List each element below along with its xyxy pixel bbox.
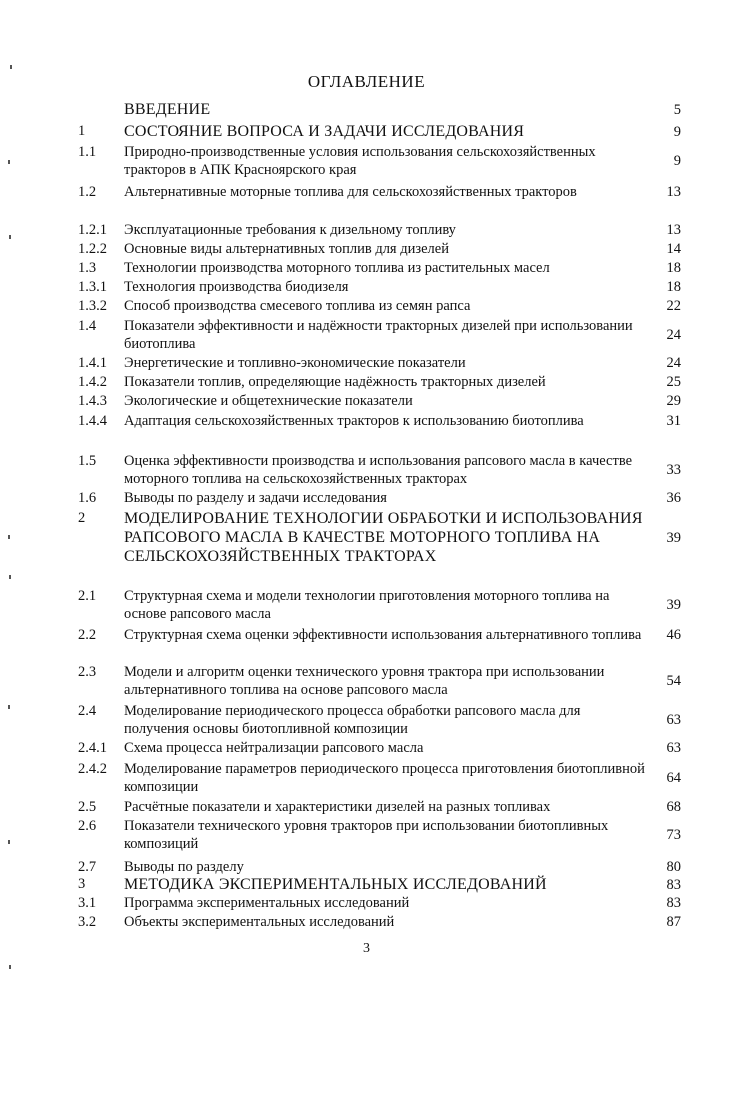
toc-entry-number: 1.4: [78, 318, 97, 334]
toc-entry-number: 1.6: [78, 490, 97, 506]
toc-entry-page: 73: [666, 827, 681, 843]
toc-entry-number: 1.4.2: [78, 374, 107, 390]
toc-entry-page: 9: [673, 153, 681, 169]
toc-entry-page: 68: [666, 799, 681, 815]
toc-entry-number: 1.5: [78, 453, 97, 469]
toc-entry-title: Объекты экспериментальных исследований: [124, 914, 395, 930]
toc-entry-title: Программа экспериментальных исследований: [124, 895, 410, 911]
toc-entry-page: 83: [666, 895, 681, 911]
scan-speck: [8, 840, 10, 844]
toc-entry-page: 80: [666, 859, 681, 875]
toc-entry-title: Структурная схема и модели технологии приготовления моторного топлива на основе рапсового масла: [124, 588, 610, 622]
toc-entry-page: 14: [666, 241, 681, 257]
toc-entry-page: 31: [666, 413, 681, 429]
toc-entry-page: 9: [673, 123, 681, 140]
toc-entry-page: 24: [666, 327, 681, 343]
toc-entry-page: 83: [666, 876, 681, 893]
toc-entry-title: МЕТОДИКА ЭКСПЕРИМЕНТАЛЬНЫХ ИССЛЕДОВАНИЙ: [124, 876, 547, 893]
toc-entry-title: Способ производства смесевого топлива из семян рапса: [124, 298, 471, 314]
toc-entry-page: 18: [666, 279, 681, 295]
toc-entry-page: 29: [666, 393, 681, 409]
toc-entry-number: 1.3.1: [78, 279, 107, 295]
toc-entry-number: 2.6: [78, 818, 97, 834]
toc-entry-title: Адаптация сельскохозяйственных тракторов к использованию биотоплива: [124, 413, 584, 429]
toc-entry-number: 2.5: [78, 799, 97, 815]
toc-entry-page: 22: [666, 298, 681, 314]
toc-entry-page: 39: [666, 597, 681, 613]
toc-entry-title: Альтернативные моторные топлива для сельскохозяйственных тракторов: [124, 184, 577, 200]
toc-entry-number: 2: [78, 510, 86, 526]
toc-entry-number: 3: [78, 876, 86, 892]
toc-entry-title: Технологии производства моторного топлива из растительных масел: [124, 260, 550, 276]
toc-entry-page: 64: [666, 770, 681, 786]
toc-entry-number: 1.2.2: [78, 241, 107, 257]
toc-entry-title: Структурная схема оценки эффективности использования альтернативного топлива: [124, 627, 642, 643]
toc-entry-title: Моделирование периодического процесса обработки рапсового масла для получения основы биотопливной композиции: [124, 703, 581, 737]
toc-entry-page: 63: [666, 712, 681, 728]
toc-entry-number: 1: [78, 123, 86, 139]
table-of-contents: [0, 100, 733, 940]
toc-entry-title: Эксплуатационные требования к дизельному топливу: [124, 222, 456, 238]
toc-entry-number: 1.4.4: [78, 413, 107, 429]
toc-entry-title: ВВЕДЕНИЕ: [124, 101, 211, 118]
toc-entry-title: Схема процесса нейтрализации рапсового масла: [124, 740, 424, 756]
toc-entry-number: 2.4: [78, 703, 97, 719]
toc-entry-page: 18: [666, 260, 681, 276]
toc-entry-page: 25: [666, 374, 681, 390]
toc-entry-number: 1.3: [78, 260, 97, 276]
toc-entry-page: 46: [666, 627, 681, 643]
toc-entry-title: Моделирование параметров периодического процесса приготовления биотопливной композиции: [124, 761, 645, 795]
toc-entry-number: 2.3: [78, 664, 97, 680]
scan-speck: [8, 535, 10, 539]
toc-entry-number: 3.2: [78, 914, 97, 930]
toc-entry-number: 1.2.1: [78, 222, 107, 238]
scan-speck: [8, 705, 10, 709]
toc-entry-number: 1.4.3: [78, 393, 107, 409]
toc-entry-number: 3.1: [78, 895, 97, 911]
toc-entry-number: 1.3.2: [78, 298, 107, 314]
toc-entry-page: 39: [666, 529, 681, 546]
toc-entry-title: Оценка эффективности производства и использования рапсового масла в качестве моторного топлива на сельскохозяйственных тракторах: [124, 453, 633, 487]
scan-speck: [8, 160, 10, 164]
toc-entry-number: 1.4.1: [78, 355, 107, 371]
toc-entry-page: 13: [666, 184, 681, 200]
scan-speck: [9, 575, 11, 579]
toc-entry-number: 2.4.2: [78, 761, 107, 777]
toc-entry-number: 2.1: [78, 588, 97, 604]
page-title: ОГЛАВЛЕНИЕ: [307, 72, 426, 91]
toc-entry-number: 2.7: [78, 859, 97, 875]
toc-entry-title: Модели и алгоритм оценки технического уровня трактора при использовании альтернативного топлива на основе рапсового масла: [124, 664, 605, 698]
scan-speck: [9, 235, 11, 239]
toc-entry-page: 54: [666, 673, 681, 689]
toc-entry-title: Расчётные показатели и характеристики дизелей на разных топливах: [124, 799, 551, 815]
toc-entry-title: МОДЕЛИРОВАНИЕ ТЕХНОЛОГИИ ОБРАБОТКИ И ИСПОЛЬЗОВАНИЯ РАПСОВОГО МАСЛА В КАЧЕСТВЕ МОТОРНОГО ТОПЛИВА НА СЕЛЬСКОХОЗЯЙСТВЕННЫХ ТРАКТОРАХ: [124, 510, 643, 565]
toc-entry-page: 5: [673, 101, 681, 118]
toc-entry-title: Экологические и общетехнические показатели: [124, 393, 413, 409]
toc-entry-number: 1.2: [78, 184, 97, 200]
toc-entry-title: Энергетические и топливно-экономические показатели: [124, 355, 466, 371]
toc-entry-title: Основные виды альтернативных топлив для дизелей: [124, 241, 449, 257]
scan-speck: [10, 65, 12, 69]
toc-entry-page: 24: [666, 355, 681, 371]
toc-entry-page: 33: [666, 462, 681, 478]
toc-entry-title: Природно-производственные условия использования сельскохозяйственных тракторов в АПК Красноярского края: [124, 144, 596, 178]
toc-entry-title: Технология производства биодизеля: [124, 279, 349, 295]
toc-entry-number: 1.1: [78, 144, 97, 160]
toc-entry-title: СОСТОЯНИЕ ВОПРОСА И ЗАДАЧИ ИССЛЕДОВАНИЯ: [124, 123, 525, 140]
scan-speck: [9, 965, 11, 969]
toc-entry-page: 13: [666, 222, 681, 238]
toc-entry-title: Выводы по разделу и задачи исследования: [124, 490, 387, 506]
toc-entry-page: 36: [666, 490, 681, 506]
toc-entry-number: 2.2: [78, 627, 97, 643]
toc-entry-title: Показатели технического уровня тракторов при использовании биотопливных композиций: [124, 818, 609, 852]
toc-entry-title: Показатели топлив, определяющие надёжность тракторных дизелей: [124, 374, 546, 390]
toc-entry-page: 87: [666, 914, 681, 930]
toc-entry-number: 2.4.1: [78, 740, 107, 756]
toc-entry-title: Показатели эффективности и надёжности тракторных дизелей при использовании биотоплива: [124, 318, 633, 352]
page-number: 3: [363, 941, 370, 956]
toc-entry-page: 63: [666, 740, 681, 756]
toc-entry-title: Выводы по разделу: [124, 859, 244, 875]
